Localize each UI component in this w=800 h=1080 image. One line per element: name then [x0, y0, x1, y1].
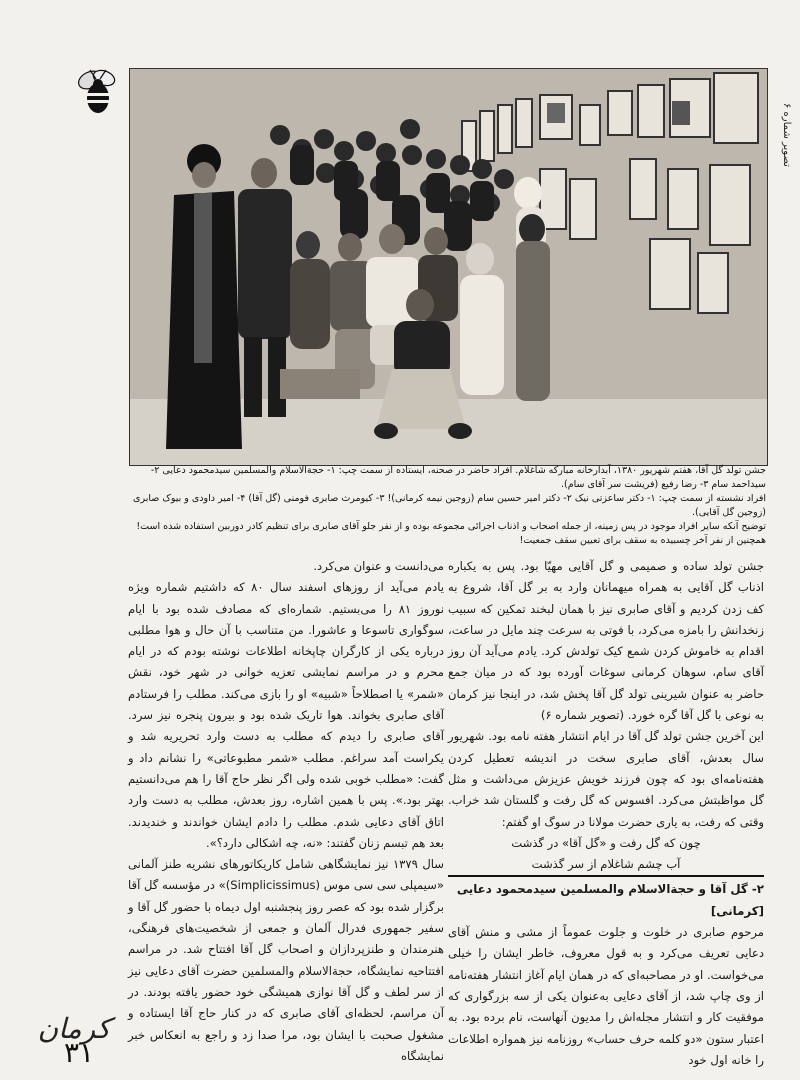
poem-line: آب چشم شاغلام از سر گذشت	[531, 857, 681, 872]
paragraph: می‌دانست و عنوان می‌کرد.	[313, 559, 444, 573]
caption-line-3: توضیح آنکه سایر افراد موجود در پس زمینه، از جمله اصحاب و اذناب اجرائی مجموعه بوده و از نفر جلو آقای صابری برای تنظیم کادر دوربین استفاده شده است! همچنین از نفر آخر چسبیده به سقف برای تعیین سقف جمعیت!	[136, 521, 766, 546]
bee-logo-icon	[70, 64, 126, 120]
paragraph: این آخرین جشن تولد گل آقا در ایام انتشار هفته نامه بود. شهریور سال بعدش، آقای صابری سخت در اندیشه تعطیل کردن هفته‌نامه‌ای بود که چون فرزند خویش عزیزش می‌داشت و مثل گل مواظبتش می‌کرد. افسوس که گل رفت و گلستان شد خراب. وقتی که رفت، به یاری حضرت مولانا در سوگ او گفتم:	[448, 729, 764, 829]
article-column-left	[128, 556, 444, 1067]
article-column-right	[448, 556, 764, 1071]
caption-line-2: افراد نشسته از سمت چپ: ۱- دکتر ساعزتی نیک ۲- دکتر امیر حسین سام (زوجین نیمه کرمانی)! ۳- کیومرث صابری فومنی (گل آقا) ۴- امیر داودی و بیوک صابری (زوجین گل آقایی).	[133, 493, 766, 518]
photo-caption	[129, 464, 766, 548]
caption-line-1: جشن تولد گل آقا، هفتم شهریور ۱۳۸۰، آبدارخانه مبارکه شاغلام. افراد حاضر در صحنه، ایستاده از سمت چپ: ۱- حجةالاسلام والمسلمین سیدمحمود دعایی ۲- سیداحمد سام ۳- رضا رفیع (فریشت سر آقای سام).	[150, 465, 766, 490]
group-photo	[129, 68, 768, 466]
group-photo-image	[130, 69, 767, 465]
section-heading: ۲- گل آقا و حجة‌الاسلام والمسلمین سیدمحمود دعایی [کرمانی]	[448, 875, 764, 922]
paragraph: سال ۱۳۷۹ نیز نمایشگاهی شامل کاریکاتورهای نشریه طنز آلمانی «سیمپلی سی سی موس (Simplicissimus)» در مؤسسه گل آقا برگزار شده بود که عصر روز پنجشنبه اول دیماه با حضور گل آقا و سفیر جمهوری فدرال آلمان و جمعی از شخصیت‌های فرهنگی، هنرمندان و طنزپردازان و اصحاب گل آقا افتتاح شد. در مراسم افتتاحیه نمایشگاه، حجةالاسلام والمسلمین حضرت آقای دعایی نیز از سر لطف و گل آقا نوازی همیشگی خود حضور یافته بودند. در آن مراسم، لحظه‌ای آقای صابری که در کنار حاج آقا ایستاده و مشغول صحبت با ایشان بود، مرا صدا زد و راجع به انعکاس خبر نمایشگاه	[128, 857, 444, 1063]
paragraph: جشن تولد ساده و صمیمی و گل آقایی مهیّا بود. پس به یکباره اذناب گل آقایی به همراه میهمانان وارد به بر گل آقا، شروع به کف زدن کردیم و آقای صابری نیز با همان لبخند تمکین که سبیب زنخدانش را بامزه می‌کرد، با فوتی به سرعت چند مایل در ساعت، اقدام به خاموش کردن شمع کیک تولدش کرد. یادم می‌آید آن روز آقای سام، سوهان کرمانی سوغات آورده بود که در میان جمع حاضر به عنوان شیرینی تولد گل آقا پخش شد، در اینجا نیز کرمان به نوعی با گل آقا گره خورد. (تصویر شماره ۶)	[448, 559, 764, 723]
photo-number-label: تصویر شماره ۶	[781, 103, 792, 167]
magazine-logo: کرمان	[37, 1012, 111, 1045]
poem-line: چون که گل رفت و «گل آقا» در گذشت	[511, 835, 701, 850]
paragraph: یادم می‌آید از روزهای اسفند سال ۸۰ که داشتیم شماره ویژه نوروز ۸۱ را می‌بستیم. شماره‌ای که مصادف شده بود با ایام سوگواری تاسوعا و عاشورا. من متناسب با آن حال و هوا مطلبی درباره یکی از کارگران چاپخانه اطلاعات نوشته بودم که در ایام محرم و در مراسم نمایشی تعزیه خوانی در شهر خود، نقش «شمر» یا اصطلاحاً «شبیه» او را بازی می‌کند. مطلب را فرستادم آقای صابری بخواند. هوا تاریک شده بود و بیرون پنجره نیز سرد. آقای صابری را دیدم که مطلب به دست وارد تحریریه شد و یکراست آمد سراغم. مطلب «شمر مطبوعاتی» را نشانم داد و گفت: «مطلب خوبی شده ولی اگر نظر حاج آقا را هم می‌دانستیم بهتر بود.». پس با همین اشاره، روز بعدش، مطلب به دست وارد اتاق آقای دعایی شدم. مطلب را دادم ایشان خواندند و خندیدند. بعد هم تبسم زنان گفتند: «نه، چه اشکالی دارد؟».	[128, 580, 444, 850]
paragraph: مرحوم صابری در خلوت و جلوت عموماً از مشی و منش آقای دعایی تعریف می‌کرد و به قول معروف، خاطر ایشان را خیلی می‌خواست. او در مصاحبه‌ای که در همان ایام آغاز انتشار هفته‌نامه از وی چاپ شد، از آقای دعایی به‌عنوان یکی از سه بزرگواری که موفقیت کار و انتشار مجله‌اش را مدیون آنهاست، نام برده بود. به اعتبار ستون «دو کلمه حرف حساب» روزنامه نیز همواره اطلاعات را خانه اول خود	[448, 925, 764, 1067]
page-number: ۳۱	[64, 1036, 95, 1069]
